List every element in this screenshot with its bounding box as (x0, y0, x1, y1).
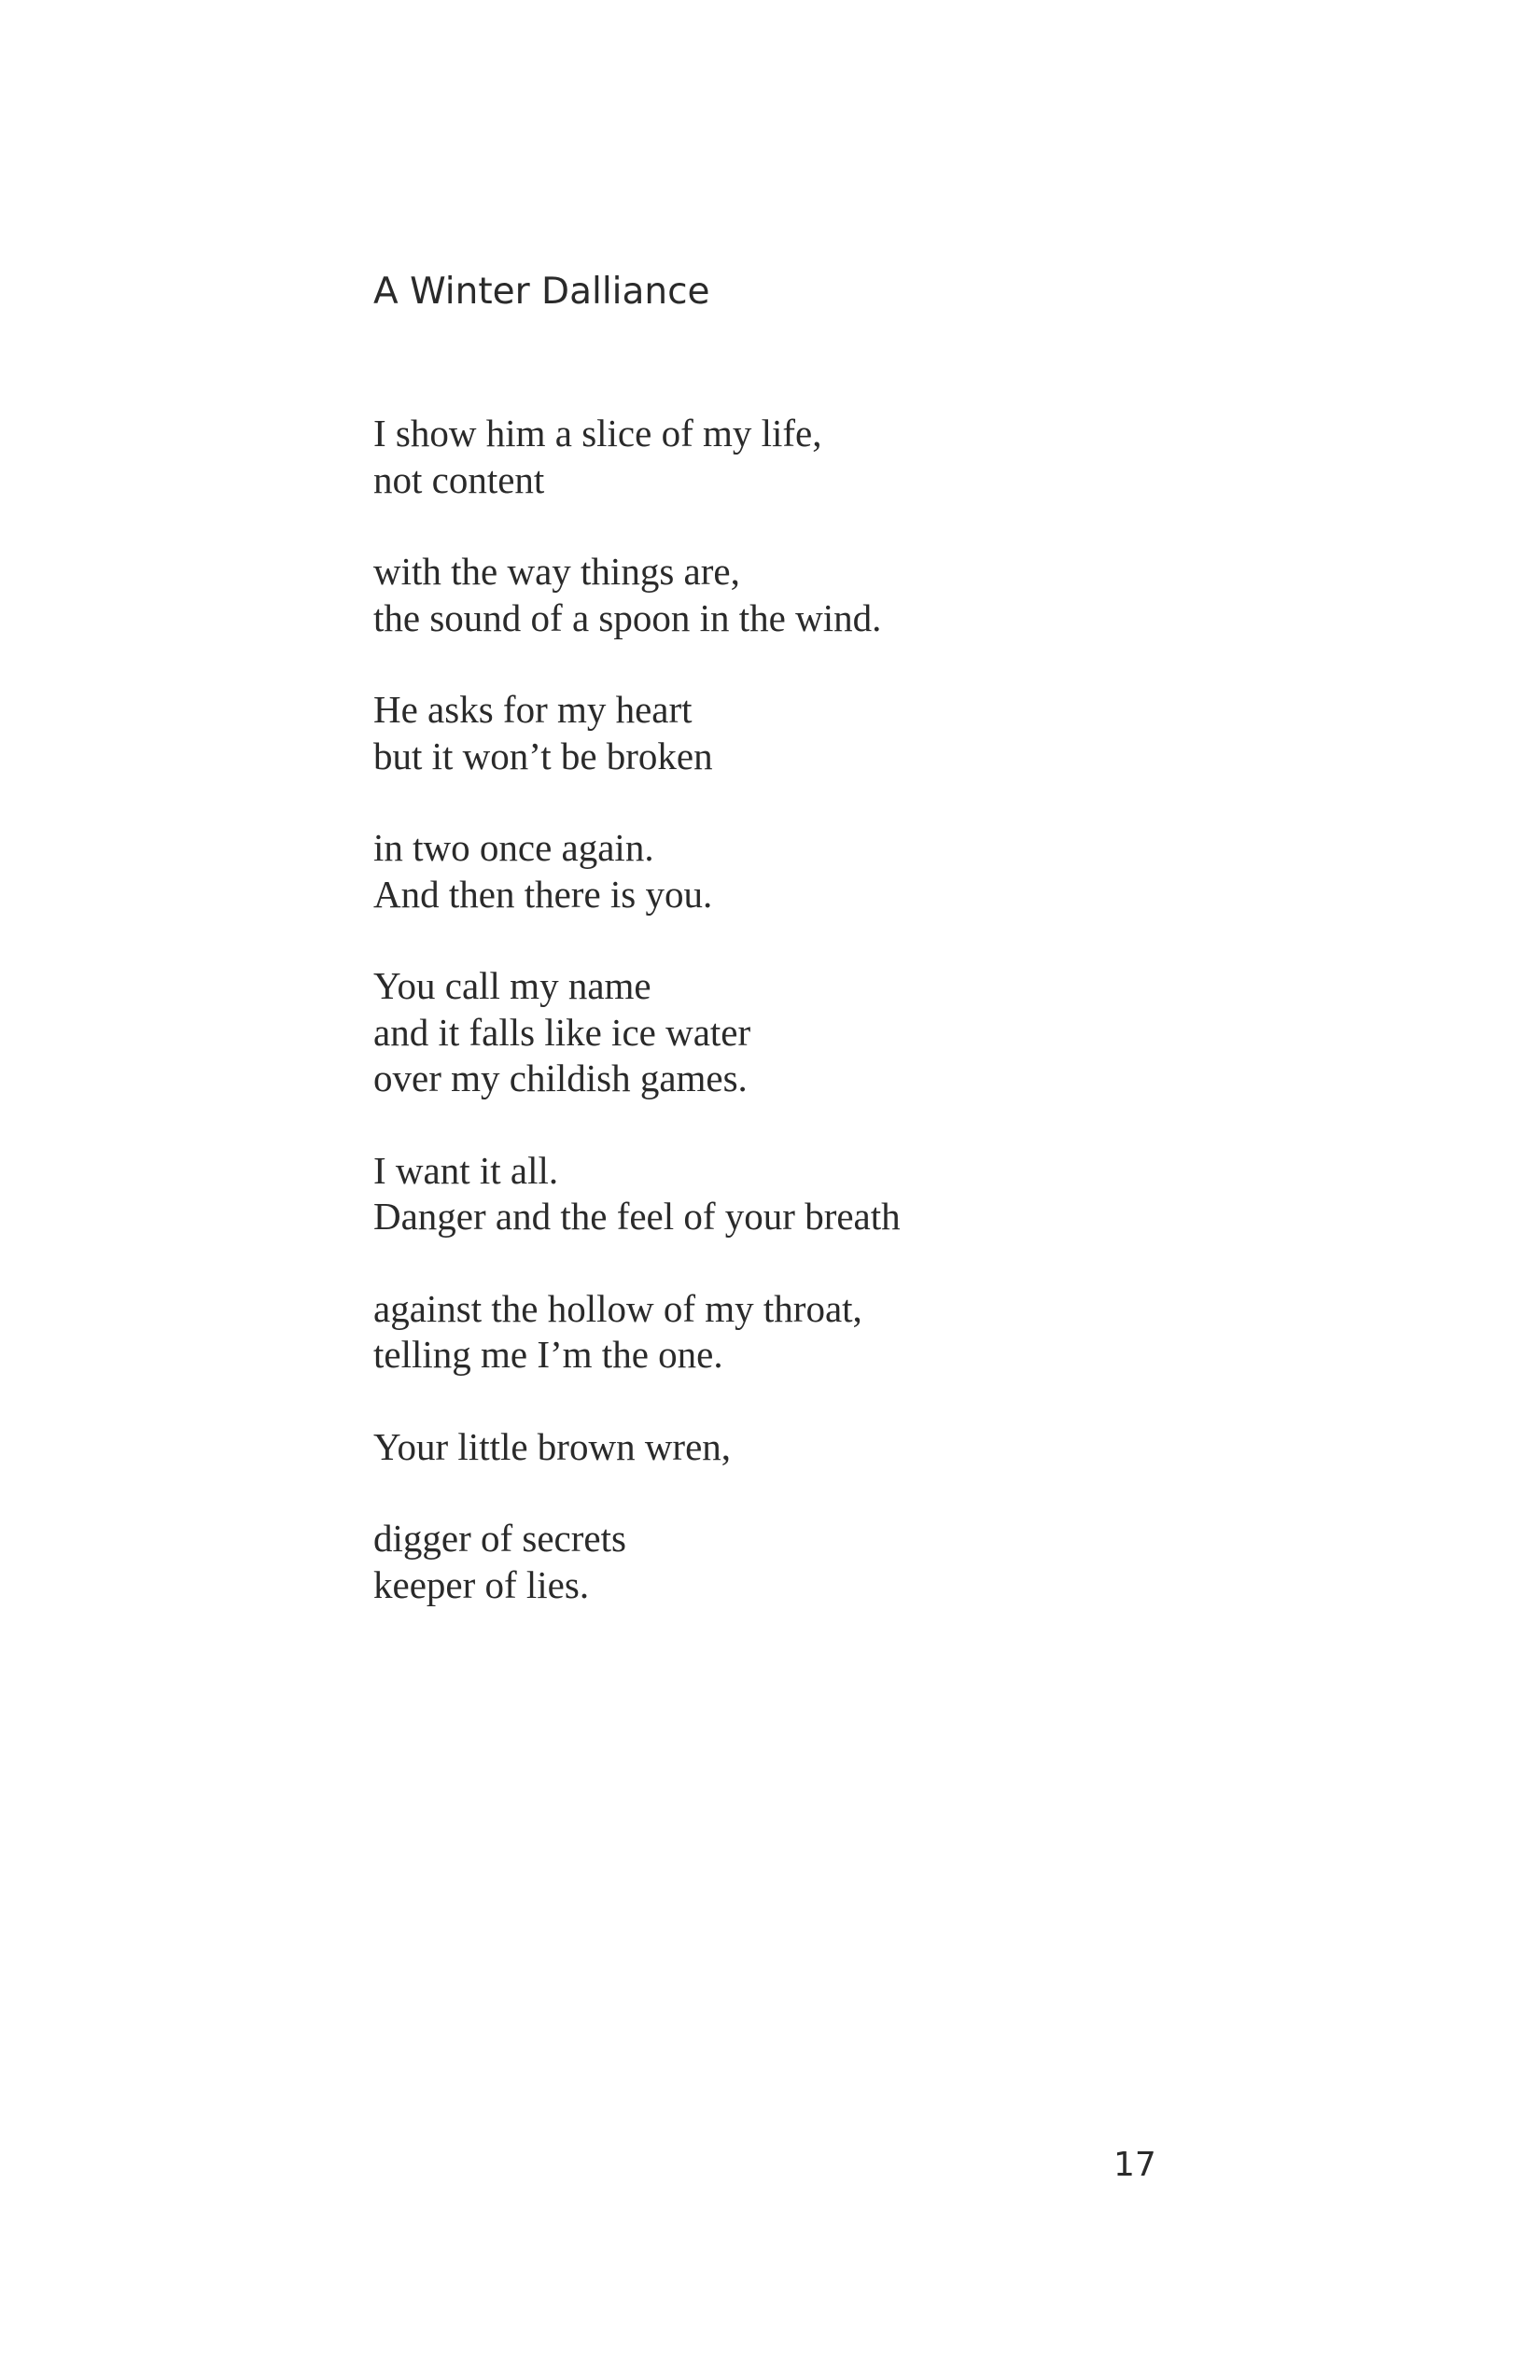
poem-line: Danger and the feel of your breath (373, 1195, 901, 1238)
poem-line: I want it all. (373, 1148, 559, 1192)
poem-line: I show him a slice of my life, (373, 412, 822, 455)
page-number: 17 (1113, 2146, 1156, 2184)
stanza (373, 1516, 1213, 1608)
stanza (373, 687, 1213, 779)
stanza (373, 1148, 1213, 1240)
stanza (373, 1286, 1213, 1379)
poem-line: over my childish games. (373, 1057, 748, 1099)
poem-line: telling me I’m the one. (373, 1333, 723, 1376)
stanza (373, 963, 1213, 1102)
poem-line: but it won’t be broken (373, 734, 713, 777)
poem-body (373, 411, 1213, 1654)
poem-line: not content (373, 457, 545, 501)
poem-line: You call my name (373, 964, 651, 1007)
stanza (373, 549, 1213, 641)
stanza (373, 825, 1213, 917)
poem-line: and it falls like ice water (373, 1010, 751, 1054)
poem-line: with the way things are, (373, 550, 740, 593)
stanza (373, 1424, 1213, 1471)
poem-line: Your little brown wren, (373, 1424, 732, 1468)
poem-line: He asks for my heart (373, 688, 693, 731)
poem-line: And then there is you. (373, 872, 713, 916)
poem-line: digger of secrets (373, 1517, 626, 1560)
poem-line: against the hollow of my throat, (373, 1286, 862, 1330)
poem-line: keeper of lies. (373, 1562, 590, 1606)
poem-line: in two once again. (373, 826, 654, 869)
stanza (373, 411, 1213, 503)
poem-line: the sound of a spoon in the wind. (373, 595, 882, 639)
poem-title: A Winter Dalliance (373, 271, 710, 313)
